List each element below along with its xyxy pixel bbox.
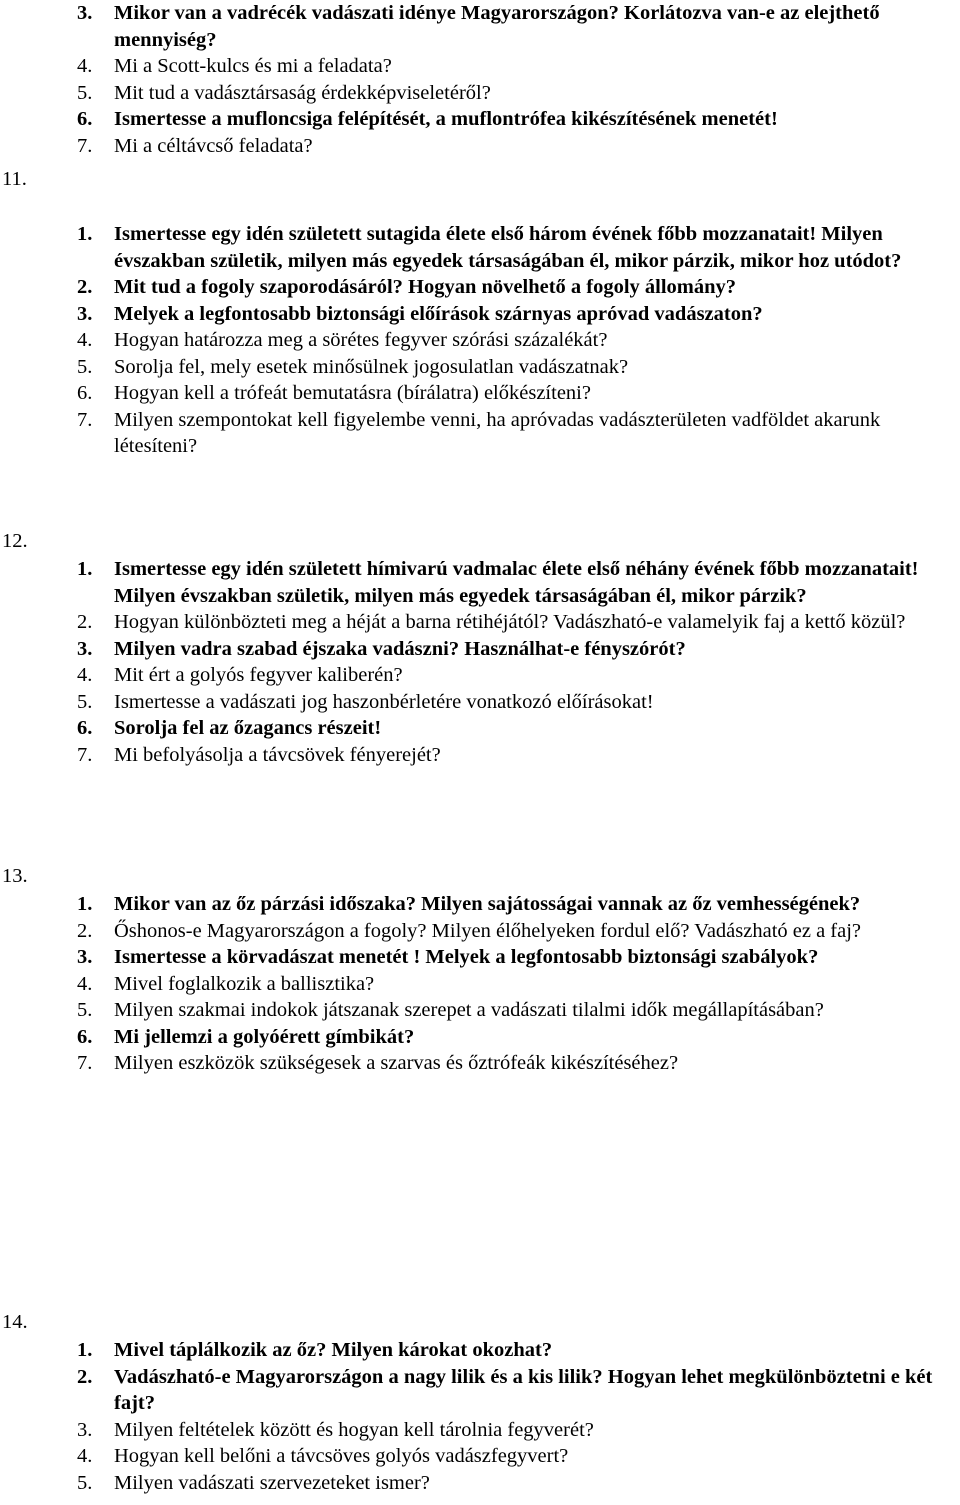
question-item <box>77 1443 957 1470</box>
question-text: Milyen vadra szabad éjszaka vadászni? Használhat-e fényszórót? <box>114 637 686 660</box>
question-number: 5. <box>77 81 93 104</box>
question-number: 4. <box>77 1445 93 1467</box>
question-number: 6. <box>77 717 93 739</box>
question-number: 6. <box>77 108 93 130</box>
question-number: 3. <box>77 946 93 968</box>
question-item <box>77 221 957 274</box>
question-item <box>77 380 957 407</box>
question-item <box>77 80 957 107</box>
section-number: 11. <box>2 168 27 190</box>
question-text: Hogyan kell belőni a távcsöves golyós vadászfegyvert? <box>114 1445 569 1467</box>
question-item <box>77 0 957 53</box>
question-number: 1. <box>77 893 93 915</box>
question-text: Hogyan határozza meg a sörétes fegyver szórási százalékát? <box>114 329 608 351</box>
question-text: Vadászható-e Magyarországon a nagy lilik és a kis lilik? Hogyan lehet megkülönböztetni e két fajt? <box>114 1365 933 1414</box>
question-number: 6. <box>77 382 93 404</box>
question-item <box>77 1050 957 1077</box>
question-list <box>77 556 957 768</box>
question-item <box>77 689 957 716</box>
question-item <box>77 609 957 636</box>
question-item <box>77 301 957 328</box>
question-list <box>77 891 957 1077</box>
question-number: 1. <box>77 1339 93 1361</box>
question-number: 4. <box>77 664 93 686</box>
question-item <box>77 918 957 945</box>
question-text: Sorolja fel az őzagancs részeit! <box>114 717 382 739</box>
question-number: 4. <box>77 329 93 351</box>
question-item <box>77 742 957 769</box>
question-item <box>77 327 957 354</box>
question-number: 3. <box>77 2 93 24</box>
question-text: Ismertesse a vadászati jog haszonbérletére vonatkozó előírásokat! <box>114 690 654 713</box>
question-text: Őshonos-e Magyarországon a fogoly? Milyen élőhelyeken fordul elő? Vadászható ez a faj? <box>114 919 862 942</box>
question-text: Ismertesse egy idén született hímivarú vadmalac élete első néhány évének főbb mozzanatait! Milyen évszakban születik, milyen más egyedek társaságában él, mikor párzik? <box>114 558 919 607</box>
question-list <box>77 221 957 460</box>
question-list-continued <box>77 0 957 159</box>
question-number: 3. <box>77 637 93 660</box>
question-number: 6. <box>77 1025 93 1048</box>
question-number: 4. <box>77 972 93 995</box>
question-text: Hogyan kell a trófeát bemutatásra (bírálatra) előkészíteni? <box>114 382 591 404</box>
question-text: Mi a céltávcső feladata? <box>114 134 313 157</box>
question-list <box>77 1337 957 1496</box>
question-item <box>77 106 957 133</box>
question-item <box>77 891 957 918</box>
question-text: Mi jellemzi a golyóérett gímbikát? <box>114 1025 415 1048</box>
question-text: Mit tud a vadásztársaság érdekképviseletéről? <box>114 81 491 104</box>
question-number: 5. <box>77 999 93 1021</box>
question-item <box>77 1417 957 1444</box>
question-number: 2. <box>77 919 93 942</box>
question-text: Milyen szempontokat kell figyelembe venni, ha apróvadas vadászterületen vadföldet akarunk létesíteni? <box>114 408 881 457</box>
question-text: Mivel foglalkozik a ballisztika? <box>114 972 375 995</box>
question-number: 5. <box>77 355 93 378</box>
question-text: Mi befolyásolja a távcsövek fényerejét? <box>114 743 441 766</box>
question-text: Melyek a legfontosabb biztonsági előírások szárnyas apróvad vadászaton? <box>114 302 763 325</box>
question-item <box>77 1024 957 1051</box>
question-number: 7. <box>77 743 93 766</box>
question-number: 1. <box>77 223 93 245</box>
question-number: 1. <box>77 558 93 580</box>
question-item <box>77 1470 957 1497</box>
question-text: Hogyan különbözteti meg a héját a barna rétihéjától? Vadászható-e valamelyik faj a kettő közül? <box>114 611 906 633</box>
question-item <box>77 1364 957 1417</box>
question-number: 2. <box>77 611 93 633</box>
question-number: 2. <box>77 276 93 298</box>
question-text: Ismertesse a körvadászat menetét ! Melyek a legfontosabb biztonsági szabályok? <box>114 946 819 968</box>
question-item <box>77 636 957 663</box>
question-text: Mit ért a golyós fegyver kaliberén? <box>114 664 403 686</box>
question-item <box>77 133 957 160</box>
question-item <box>77 407 957 460</box>
question-text: Ismertesse a mufloncsiga felépítését, a muflontrófea kikészítésének menetét! <box>114 108 778 130</box>
question-item <box>77 997 957 1024</box>
question-number: 4. <box>77 55 93 77</box>
section-number: 13. <box>2 865 28 887</box>
question-number: 5. <box>77 1471 93 1494</box>
question-number: 5. <box>77 690 93 713</box>
question-text: Ismertesse egy idén született sutagida élete első három évének főbb mozzanatait! Milyen évszakban születik, milyen más egyedek társaságában él, mikor párzik, mikor hoz utódot? <box>114 223 902 272</box>
question-item <box>77 662 957 689</box>
question-item <box>77 274 957 301</box>
question-text: Mikor van a vadrécék vadászati idénye Magyarországon? Korlátozva van-e az elejthető mennyiség? <box>114 2 880 51</box>
question-number: 2. <box>77 1365 93 1388</box>
question-text: Mivel táplálkozik az őz? Milyen károkat okozhat? <box>114 1339 553 1361</box>
question-number: 3. <box>77 302 93 325</box>
question-item <box>77 556 957 609</box>
question-item <box>77 715 957 742</box>
question-number: 7. <box>77 1052 93 1074</box>
question-item <box>77 53 957 80</box>
question-text: Milyen szakmai indokok játszanak szerepet a vadászati tilalmi idők megállapításában? <box>114 999 824 1021</box>
question-text: Milyen eszközök szükségesek a szarvas és őztrófeák kikészítéséhez? <box>114 1052 679 1074</box>
question-text: Sorolja fel, mely esetek minősülnek jogosulatlan vadászatnak? <box>114 355 629 378</box>
question-text: Mikor van az őz párzási időszaka? Milyen sajátosságai vannak az őz vemhességének? <box>114 893 861 915</box>
question-text: Mit tud a fogoly szaporodásáról? Hogyan növelhető a fogoly állomány? <box>114 276 737 298</box>
question-item <box>77 944 957 971</box>
question-text: Milyen feltételek között és hogyan kell tárolnia fegyverét? <box>114 1418 594 1441</box>
question-item <box>77 971 957 998</box>
question-text: Mi a Scott-kulcs és mi a feladata? <box>114 55 392 77</box>
question-item <box>77 354 957 381</box>
section-number: 14. <box>2 1311 28 1333</box>
question-item <box>77 1337 957 1364</box>
question-text: Milyen vadászati szervezeteket ismer? <box>114 1471 430 1494</box>
section-number: 12. <box>2 530 28 552</box>
question-number: 7. <box>77 408 93 431</box>
question-number: 7. <box>77 134 93 157</box>
question-number: 3. <box>77 1418 93 1441</box>
